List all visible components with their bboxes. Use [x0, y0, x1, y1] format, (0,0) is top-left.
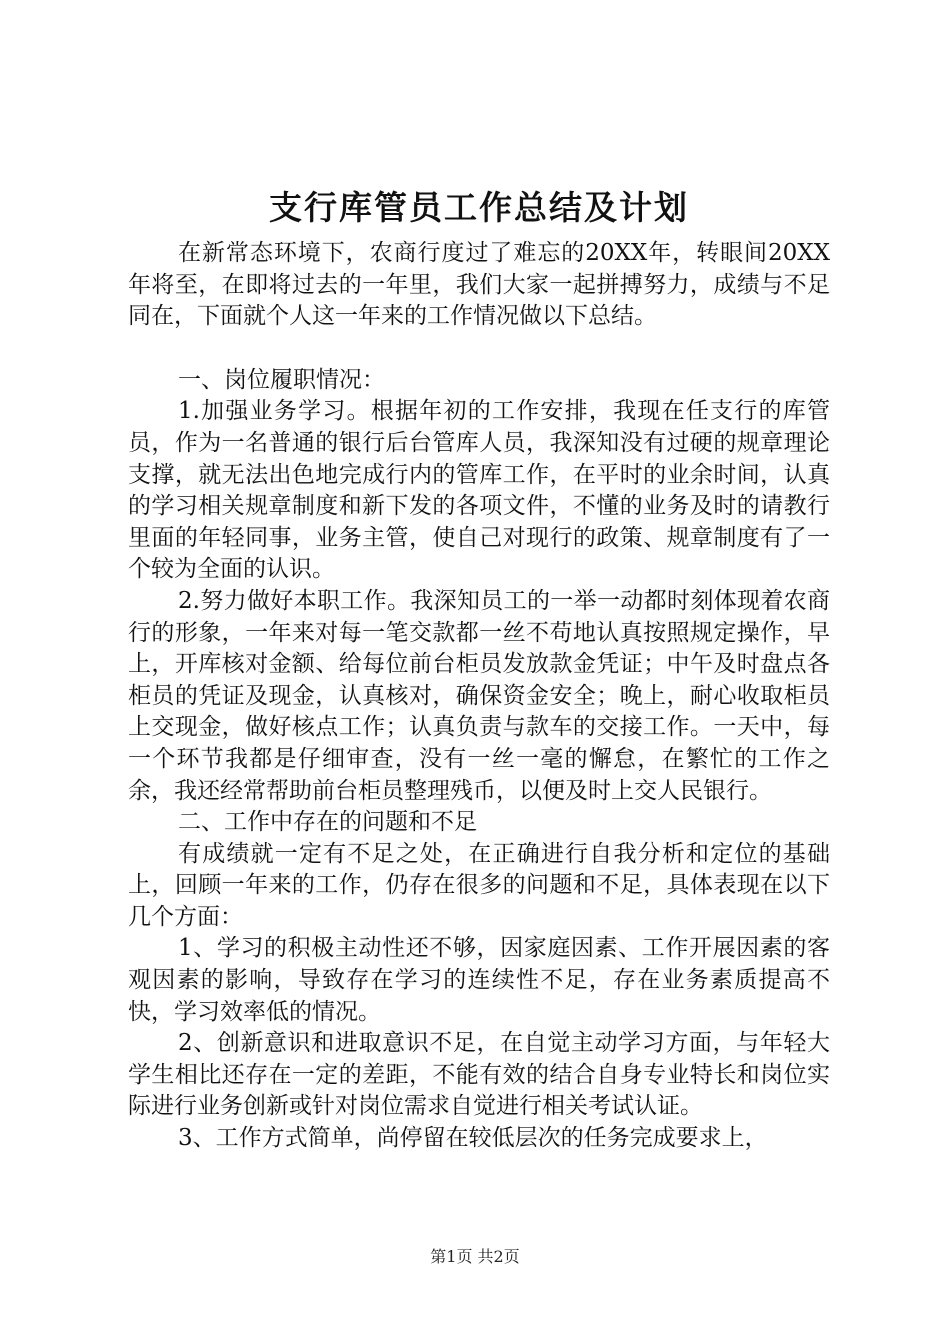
paragraph-problems-intro: 有成绩就一定有不足之处，在正确进行自我分析和定位的基础上，回顾一年来的工作，仍存在很多的问题和不足，具体表现在以下几个方面： [128, 840, 830, 930]
paragraph-duties: 2.努力做好本职工作。我深知员工的一举一动都时刻体现着农商行的形象，一年来对每一笔交款都一丝不苟地认真按照规定操作，早上，开库核对金额、给每位前台柜员发放款金凭证；中午及时盘点各柜员的凭证及现金，认真核对，确保资金安全；晚上，耐心收取柜员上交现金，做好核点工作；认真负责与款车的交接工作。一天中，每一个环节我都是仔细审查，没有一丝一毫的懈怠，在繁忙的工作之余，我还经常帮助前台柜员整理残币，以便及时上交人民银行。 [128, 587, 830, 804]
intro-paragraph: 在新常态环境下，农商行度过了难忘的20XX年，转眼间20XX年将至，在即将过去的一年里，我们大家一起拼搏努力，成绩与不足同在，下面就个人这一年来的工作情况做以下总结。 [128, 240, 830, 330]
section-heading-duties: 一、岗位履职情况： [178, 366, 385, 393]
paragraph-study: 1.加强业务学习。根据年初的工作安排，我现在任支行的库管员，作为一名普通的银行后台管库人员，我深知没有过硬的规章理论支撑，就无法出色地完成行内的管库工作，在平时的业余时间，认真的学习相关规章制度和新下发的各项文件，不懂的业务及时的请教行里面的年轻同事，业务主管，使自己对现行的政策、规章制度有了一个较为全面的认识。 [128, 398, 830, 583]
paragraph-problem-3: 3、工作方式简单，尚停留在较低层次的任务完成要求上， [178, 1125, 768, 1152]
page-indicator: 第1页 共2页 [430, 1247, 520, 1266]
paragraph-problem-2: 2、创新意识和进取意识不足，在自觉主动学习方面，与年轻大学生相比还存在一定的差距，不能有效的结合自身专业特长和岗位实际进行业务创新或针对岗位需求自觉进行相关考试认证。 [128, 1030, 830, 1120]
section-heading-problems: 二、工作中存在的问题和不足 [178, 809, 477, 836]
paragraph-gap [128, 333, 830, 365]
paragraph-problem-1: 1、学习的积极主动性还不够，因家庭因素、工作开展因素的客观因素的影响，导致存在学习的连续性不足，存在业务素质提高不快，学习效率低的情况。 [128, 935, 830, 1025]
document-title: 支行库管员工作总结及计划 [269, 188, 689, 227]
